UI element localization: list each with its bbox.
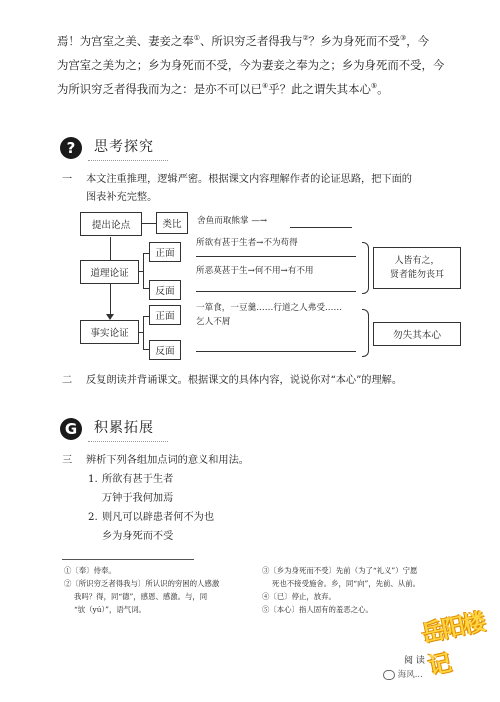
chat-bubble-icon bbox=[383, 670, 395, 680]
zheng1-text: 所欲有甚于生者→不为苟得 bbox=[196, 238, 298, 248]
question-3-number: 三 bbox=[62, 455, 73, 466]
item-1-line-a: 所欲有甚于生者 bbox=[102, 474, 174, 485]
arrow-right-icon: —→ bbox=[251, 216, 268, 226]
question-mark-icon: ? bbox=[60, 137, 82, 159]
leibi-text bbox=[197, 215, 267, 227]
site-logo: 岳阳楼记 bbox=[419, 609, 487, 681]
question-2-number: 二 bbox=[62, 375, 73, 386]
passage-text: ？乡为身死而不受 bbox=[308, 34, 400, 48]
zheng2-text-line-1: 一箪食，一豆羹……行道之人弗受…… bbox=[196, 303, 343, 313]
box-conclusion-1 bbox=[373, 247, 461, 289]
footnote-marker: ① bbox=[193, 34, 200, 43]
question-1-number: 一 bbox=[62, 174, 73, 185]
box-leibi: 类比 bbox=[156, 212, 188, 234]
section-title-sikao: 思考探究 bbox=[94, 139, 154, 155]
section-divider bbox=[88, 441, 168, 442]
question-2-text: 反复朗读并背诵课文。根据课文的具体内容，说说你对“本心”的理解。 bbox=[86, 375, 403, 386]
brace-right-2 bbox=[362, 309, 369, 357]
item-1-number: 1. bbox=[88, 474, 98, 485]
box-zhengmian-1: 正面 bbox=[149, 242, 181, 262]
zheng2-text-line-2: 乞人不屑 bbox=[196, 317, 231, 327]
item-2-line-a: 则凡可以辟患者何不为也 bbox=[102, 512, 215, 523]
question-1-text-cont: 图表补充完整。 bbox=[86, 192, 158, 203]
passage-text: 。 bbox=[377, 82, 389, 96]
section-title-jilei: 积累拓展 bbox=[94, 420, 154, 436]
conclusion-1-line-2: 贤者能勿丧耳 bbox=[389, 270, 444, 280]
page-label: 阅 读 bbox=[404, 656, 425, 666]
conclusion-1-line-1: 人皆有之， bbox=[394, 256, 440, 266]
box-daoli-lunzheng: 道理论证 bbox=[80, 260, 139, 284]
footnote-marker: ④ bbox=[262, 82, 269, 91]
blank-fan1 bbox=[196, 291, 356, 292]
question-1-text: 本文注重推理，逻辑严密。根据课文内容理解作者的论证思路，把下面的 bbox=[86, 174, 412, 185]
box-tichu-lundian: 提出论点 bbox=[80, 212, 142, 236]
footnote-marker: ② bbox=[302, 34, 309, 43]
box-fanmian-2: 反面 bbox=[149, 340, 181, 360]
footnote-2: ②〔所识穷乏者得我与〕所认识的穷困的人感激 bbox=[64, 579, 220, 588]
footnote-2-cont: 我吗？得，同“德”，感恩、感激。与，同 bbox=[74, 592, 208, 601]
footnote-4: ④〔已〕停止，放弃。 bbox=[262, 592, 336, 601]
item-2-line-b: 乡为身死而不受 bbox=[102, 531, 174, 542]
question-3-text: 辨析下列各组加点词的意义和用法。 bbox=[86, 455, 249, 466]
passage-text: 为所识穷乏者得我而为之：是亦不可以已 bbox=[57, 82, 263, 96]
brace-right-1 bbox=[362, 242, 369, 294]
fan1-text: 所恶莫甚于生→何不用→有不用 bbox=[196, 266, 314, 276]
passage-text: 焉！为宫室之美、妻妾之奉 bbox=[57, 34, 194, 48]
blank-zheng1 bbox=[196, 256, 356, 257]
box-zhengmian-2: 正面 bbox=[149, 305, 181, 325]
watermark bbox=[383, 668, 423, 680]
box-shishi-lunzheng: 事实论证 bbox=[80, 320, 139, 344]
footnote-1: ①〔奉〕侍奉。 bbox=[64, 566, 116, 575]
box-conclusion-2: 勿失其本心 bbox=[373, 322, 461, 346]
bracket-line bbox=[143, 316, 144, 350]
footnote-marker: ⑤ bbox=[370, 82, 378, 91]
footnote-marker: ③ bbox=[399, 34, 407, 43]
passage-text: 、所识穷乏者得我与 bbox=[199, 34, 303, 48]
passage-text: ，今 bbox=[406, 34, 430, 48]
footnote-2-cont: “欤（yú）”，语气词。 bbox=[74, 605, 146, 614]
passage-line-2: 为宫室之美为之；乡为身死而不受，今为妻妾之奉为之；乡为身死而不受，今 bbox=[57, 58, 445, 72]
footnote-rule bbox=[62, 559, 194, 560]
item-2-number: 2. bbox=[88, 512, 98, 523]
passage-text: 乎？此之谓失其本心 bbox=[268, 82, 371, 96]
swirl-icon: G bbox=[60, 418, 82, 440]
footnote-3-cont: 死也不接受施舍。乡，同“向”，先前、从前。 bbox=[272, 579, 420, 588]
blank-leibi bbox=[290, 227, 352, 228]
box-fanmian-1: 反面 bbox=[149, 280, 181, 300]
watermark-text: 海风... bbox=[397, 670, 423, 680]
connector bbox=[110, 282, 111, 318]
leibi-label: 舍鱼而取熊掌 bbox=[197, 216, 249, 226]
item-1-line-b: 万钟于我何加焉 bbox=[102, 493, 174, 504]
footnote-3: ③〔乡为身死而不受〕先前（为了“礼义”）宁愿 bbox=[262, 566, 418, 575]
footnote-5: ⑤〔本心〕指人固有的羞恶之心。 bbox=[262, 605, 373, 614]
blank-fan2 bbox=[196, 351, 356, 352]
